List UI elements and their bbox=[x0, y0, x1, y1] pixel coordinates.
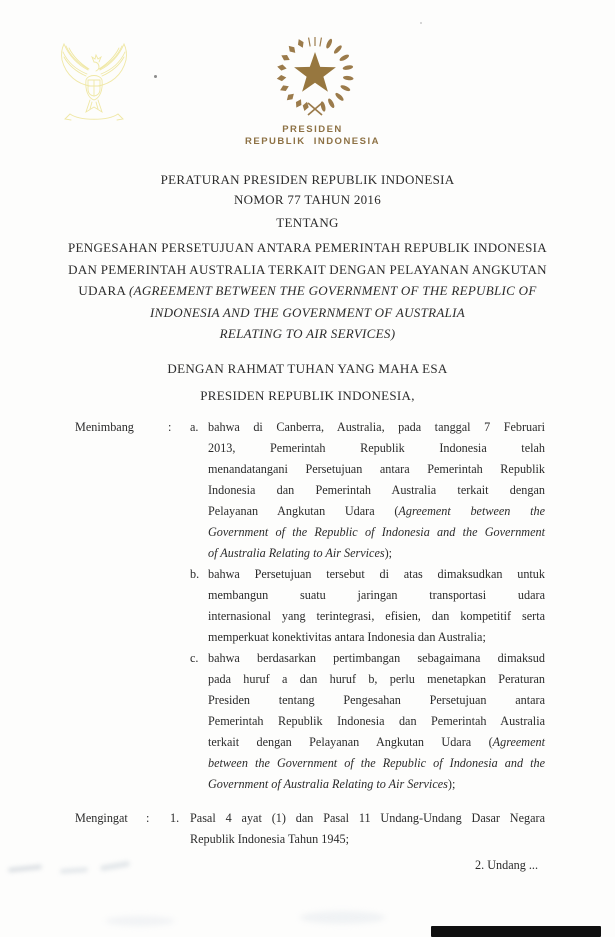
seal-caption bbox=[5, 124, 615, 147]
invocation-line: DENGAN RAHMAT TUHAN YANG MAHA ESA bbox=[167, 360, 448, 376]
clause-item-a bbox=[190, 417, 545, 564]
clause-label-cell bbox=[75, 417, 190, 438]
item-text bbox=[190, 808, 545, 850]
text-line: INDONESIA AND THE GOVERNMENT OF AUSTRALIA bbox=[149, 304, 466, 320]
text-line: 2013, Pemerintah Republik Indonesia telah bbox=[208, 441, 545, 455]
clause-colon: : bbox=[168, 420, 172, 434]
item-marker: b. bbox=[190, 567, 200, 581]
wreath-stems bbox=[308, 103, 322, 115]
regulation-subject bbox=[0, 237, 615, 345]
text-line: Pasal 4 ayat (1) dan Pasal 11 Undang-Undang Dasar Negara bbox=[190, 811, 545, 825]
text-line: terkait dengan Pelayanan Angkutan Udara (Agreement bbox=[208, 735, 545, 749]
item-text bbox=[208, 564, 545, 648]
item-marker: 1. bbox=[170, 811, 180, 825]
text-line: between the Government of the Republic of Indonesia and the bbox=[208, 756, 545, 770]
text-line: PENGESAHAN PERSETUJUAN ANTARA PEMERINTAH REPUBLIK INDONESIA bbox=[68, 240, 547, 255]
text-line: bahwa Persetujuan tersebut di atas dimaksudkan untuk bbox=[208, 567, 545, 581]
clause-label: Mengingat bbox=[75, 811, 128, 825]
regulation-name: PERATURAN PRESIDEN REPUBLIK INDONESIA bbox=[160, 172, 455, 187]
item-text bbox=[208, 417, 545, 564]
text-line: Pelayanan Angkutan Udara (Agreement between the bbox=[208, 504, 545, 518]
text-line: RELATING TO AIR SERVICES) bbox=[219, 326, 396, 341]
clause-label-cell bbox=[75, 808, 170, 829]
clause-menimbang bbox=[75, 417, 545, 795]
clause-items bbox=[170, 808, 545, 850]
clause-colon: : bbox=[146, 811, 150, 825]
scan-speck bbox=[154, 75, 157, 78]
regulation-number: NOMOR 77 TAHUN 2016 bbox=[233, 192, 382, 207]
garuda-pancasila-watermark-icon bbox=[50, 36, 138, 124]
clause-item-1 bbox=[170, 808, 545, 850]
clause-label: Menimbang bbox=[75, 420, 134, 434]
text-line: Government of Australia Relating to Air Services); bbox=[208, 777, 456, 791]
seal-caption-line1: PRESIDEN bbox=[282, 124, 343, 135]
title-block bbox=[0, 170, 615, 406]
text-line: Indonesia dan Pemerintah Australia terkait dengan bbox=[208, 483, 545, 497]
seal-caption-line2: REPUBLIK INDONESIA bbox=[245, 135, 380, 147]
page-catchword: 2. Undang ... bbox=[475, 858, 538, 872]
text-line: of Australia Relating to Air Services); bbox=[208, 546, 393, 560]
presidential-seal-icon bbox=[267, 36, 363, 120]
text-line: Republik Indonesia Tahun 1945; bbox=[190, 832, 350, 846]
text-line: Presiden tentang Pengesahan Persetujuan antara bbox=[208, 693, 545, 707]
text-line: Government of the Republic of Indonesia and the Government bbox=[208, 525, 545, 539]
text-line: membangun suatu jaringan transportasi udara bbox=[208, 588, 545, 602]
scan-smudge bbox=[300, 911, 385, 924]
item-marker: c. bbox=[190, 651, 199, 665]
text-line: DAN PEMERINTAH AUSTRALIA TERKAIT DENGAN PELAYANAN ANGKUTAN bbox=[68, 261, 547, 277]
star-icon bbox=[294, 52, 336, 92]
text-line: memperkuat konektivitas antara Indonesia dan Australia; bbox=[208, 630, 486, 644]
item-text bbox=[208, 648, 545, 795]
tentang-label: TENTANG bbox=[276, 215, 339, 230]
scan-smudge bbox=[105, 916, 175, 926]
scan-speck bbox=[420, 22, 422, 24]
clause-mengingat bbox=[75, 808, 545, 850]
text-line: internasional yang terintegrasi, efisien, dan kompetitif serta bbox=[208, 609, 545, 623]
text-line: menandatangani Persetujuan antara Pemerintah Republik bbox=[208, 462, 545, 476]
text-line: bahwa di Canberra, Australia, pada tanggal 7 Februari bbox=[208, 420, 545, 434]
clause-item-c bbox=[190, 648, 545, 795]
scan-smudge bbox=[8, 860, 138, 878]
clause-item-b bbox=[190, 564, 545, 648]
item-marker: a. bbox=[190, 420, 199, 434]
clause-items bbox=[190, 417, 545, 795]
text-line: UDARA (AGREEMENT BETWEEN THE GOVERNMENT OF THE REPUBLIC OF bbox=[78, 283, 537, 298]
text-line: Pemerintah Republik Indonesia dan Pemerintah Australia bbox=[208, 714, 545, 728]
text-line: pada huruf a dan huruf b, perlu menetapkan Peraturan bbox=[208, 672, 545, 686]
text-line: bahwa berdasarkan pertimbangan sebagaimana dimaksud bbox=[208, 651, 545, 665]
preamble-clauses bbox=[75, 417, 545, 850]
authority-line: PRESIDEN REPUBLIK INDONESIA, bbox=[200, 387, 415, 403]
scan-artifact-bar bbox=[431, 926, 601, 937]
